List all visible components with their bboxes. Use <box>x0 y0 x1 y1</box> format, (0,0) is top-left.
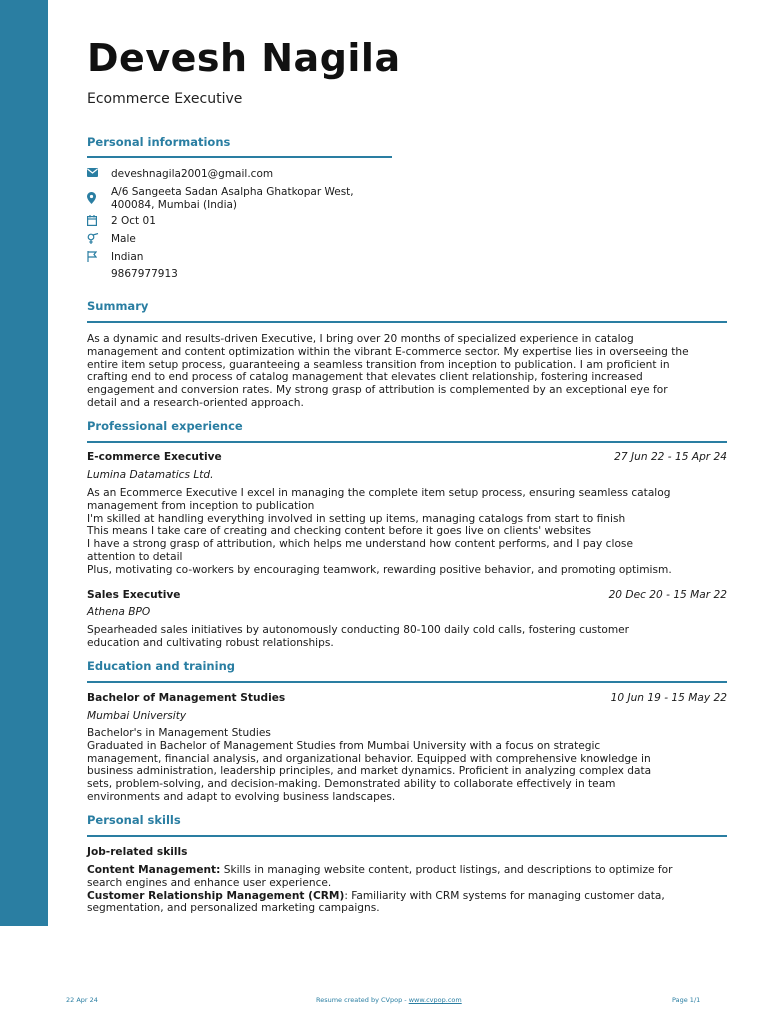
education-description-line: business administration, leadership principles, and market dynamics. Proficient in analyzing complex data <box>87 765 652 778</box>
job-role: E-commerce Executive <box>87 451 222 463</box>
gender-text: Male <box>111 233 136 245</box>
envelope-icon <box>87 168 99 180</box>
footer-credit-link[interactable]: www.cvpop.com <box>408 996 462 1004</box>
skill-content-management <box>87 864 727 877</box>
footer-credit-text: Resume created by CVpop - <box>316 996 409 1004</box>
skill-text: segmentation, and personalized marketing campaigns. <box>87 902 380 915</box>
candidate-name: Devesh Nagila <box>87 36 401 80</box>
summary-line: crafting end to end process of catalog management that elevates client relationship, fostering increased <box>87 371 643 384</box>
job-header <box>87 589 727 603</box>
skills-list <box>87 864 727 915</box>
summary-line: management and content optimization within the vibrant E-commerce sector. My expertise lies in overseeing the <box>87 345 689 358</box>
job-description-line: management from inception to publication <box>87 499 315 512</box>
summary-paragraph <box>87 333 727 410</box>
address-line-1: A/6 Sangeeta Sadan Asalpha Ghatkopar West, <box>111 186 354 198</box>
education-description-line: Graduated in Bachelor of Management Studies from Mumbai University with a focus on strategic <box>87 739 601 752</box>
footer-page-number: Page 1/1 <box>672 996 701 1004</box>
education-degree: Bachelor of Management Studies <box>87 692 286 704</box>
birthdate-text: 2 Oct 01 <box>111 215 156 227</box>
education-description-line: sets, problem-solving, and decision-making. Demonstrated ability to collaborate effectively in team <box>87 778 616 791</box>
candidate-title: Ecommerce Executive <box>87 91 243 107</box>
education-school: Mumbai University <box>87 710 187 722</box>
job-employer: Athena BPO <box>87 606 151 618</box>
job-dates: 27 Jun 22 - 15 Apr 24 <box>614 451 727 463</box>
job-header <box>87 451 727 465</box>
job-dates: 20 Dec 20 - 15 Mar 22 <box>608 589 727 601</box>
skill-crm <box>87 890 727 903</box>
job-description-line: attention to detail <box>87 550 183 563</box>
nationality-text: Indian <box>111 251 144 263</box>
job-description-line: This means I take care of creating and checking content before it goes live on clients' websites <box>87 525 592 538</box>
job-description-line: I'm skilled at handling everything involved in setting up items, managing catalogs from start to finish <box>87 512 626 525</box>
education-description <box>87 727 727 804</box>
footer-credit <box>316 996 462 1004</box>
education-header <box>87 692 727 706</box>
education-dates: 10 Jun 19 - 15 May 22 <box>610 692 727 704</box>
skill-label: Content Management: <box>87 864 221 876</box>
summary-line: engagement and conversion rates. My strong grasp of attribution is complemented by an exceptional eye for <box>87 384 668 397</box>
job-description-line: Spearheaded sales initiatives by autonomously conducting 80-100 daily cold calls, fostering customer <box>87 624 630 636</box>
job-employer: Lumina Datamatics Ltd. <box>87 469 214 481</box>
section-title-experience: Professional experience <box>87 419 243 433</box>
summary-line: entire item setup process, guaranteeing a seamless transition from inception to publication. I am proficient in <box>87 358 670 371</box>
flag-icon <box>87 251 99 263</box>
skill-text: search engines and enhance user experience. <box>87 876 332 889</box>
gender-icon <box>87 233 99 245</box>
job-description-line: Plus, motivating co-workers by encouraging teamwork, rewarding positive behavior, and promoting optimism. <box>87 563 672 576</box>
calendar-icon <box>87 215 99 227</box>
skills-subheading: Job-related skills <box>87 846 188 858</box>
job-description <box>87 624 727 650</box>
section-rule-education <box>87 681 727 683</box>
skill-text: : Familiarity with CRM systems for managing customer data, <box>344 889 665 902</box>
section-rule-summary <box>87 321 727 323</box>
education-description-line: management, financial analysis, and organizational behavior. Equipped with comprehensive knowledge in <box>87 752 651 765</box>
address-line-2: 400084, Mumbai (India) <box>111 199 238 211</box>
footer-date: 22 Apr 24 <box>66 996 98 1004</box>
education-description-line: Bachelor's in Management Studies <box>87 727 271 739</box>
job-role: Sales Executive <box>87 589 181 601</box>
section-rule-experience <box>87 441 727 443</box>
summary-line: detail and a research-oriented approach. <box>87 396 304 409</box>
summary-line: As a dynamic and results-driven Executive, I bring over 20 months of specialized experience in catalog <box>87 333 634 345</box>
section-title-skills: Personal skills <box>87 813 181 827</box>
address-text <box>111 186 391 212</box>
education-description-line: environments and adapt to evolving business landscapes. <box>87 790 396 803</box>
section-title-summary: Summary <box>87 299 149 313</box>
job-description-line: education and cultivating robust relationships. <box>87 636 334 649</box>
job-description-line: I have a strong grasp of attribution, which helps me understand how content performs, and I pay close <box>87 538 633 551</box>
section-title-personal: Personal informations <box>87 135 231 149</box>
email-text: deveshnagila2001@gmail.com <box>111 168 274 180</box>
section-rule-skills <box>87 835 727 837</box>
job-description <box>87 487 727 577</box>
section-title-education: Education and training <box>87 659 235 673</box>
map-pin-icon <box>87 192 99 204</box>
section-rule-personal <box>87 156 392 158</box>
phone-text: 9867977913 <box>111 268 178 280</box>
sidebar-accent-strip <box>0 0 48 926</box>
skill-text: Skills in managing website content, product listings, and descriptions to optimize for <box>220 864 673 876</box>
job-description-line: As an Ecommerce Executive I excel in managing the complete item setup process, ensuring seamless catalog <box>87 487 671 499</box>
skill-label: Customer Relationship Management (CRM) <box>87 889 345 902</box>
